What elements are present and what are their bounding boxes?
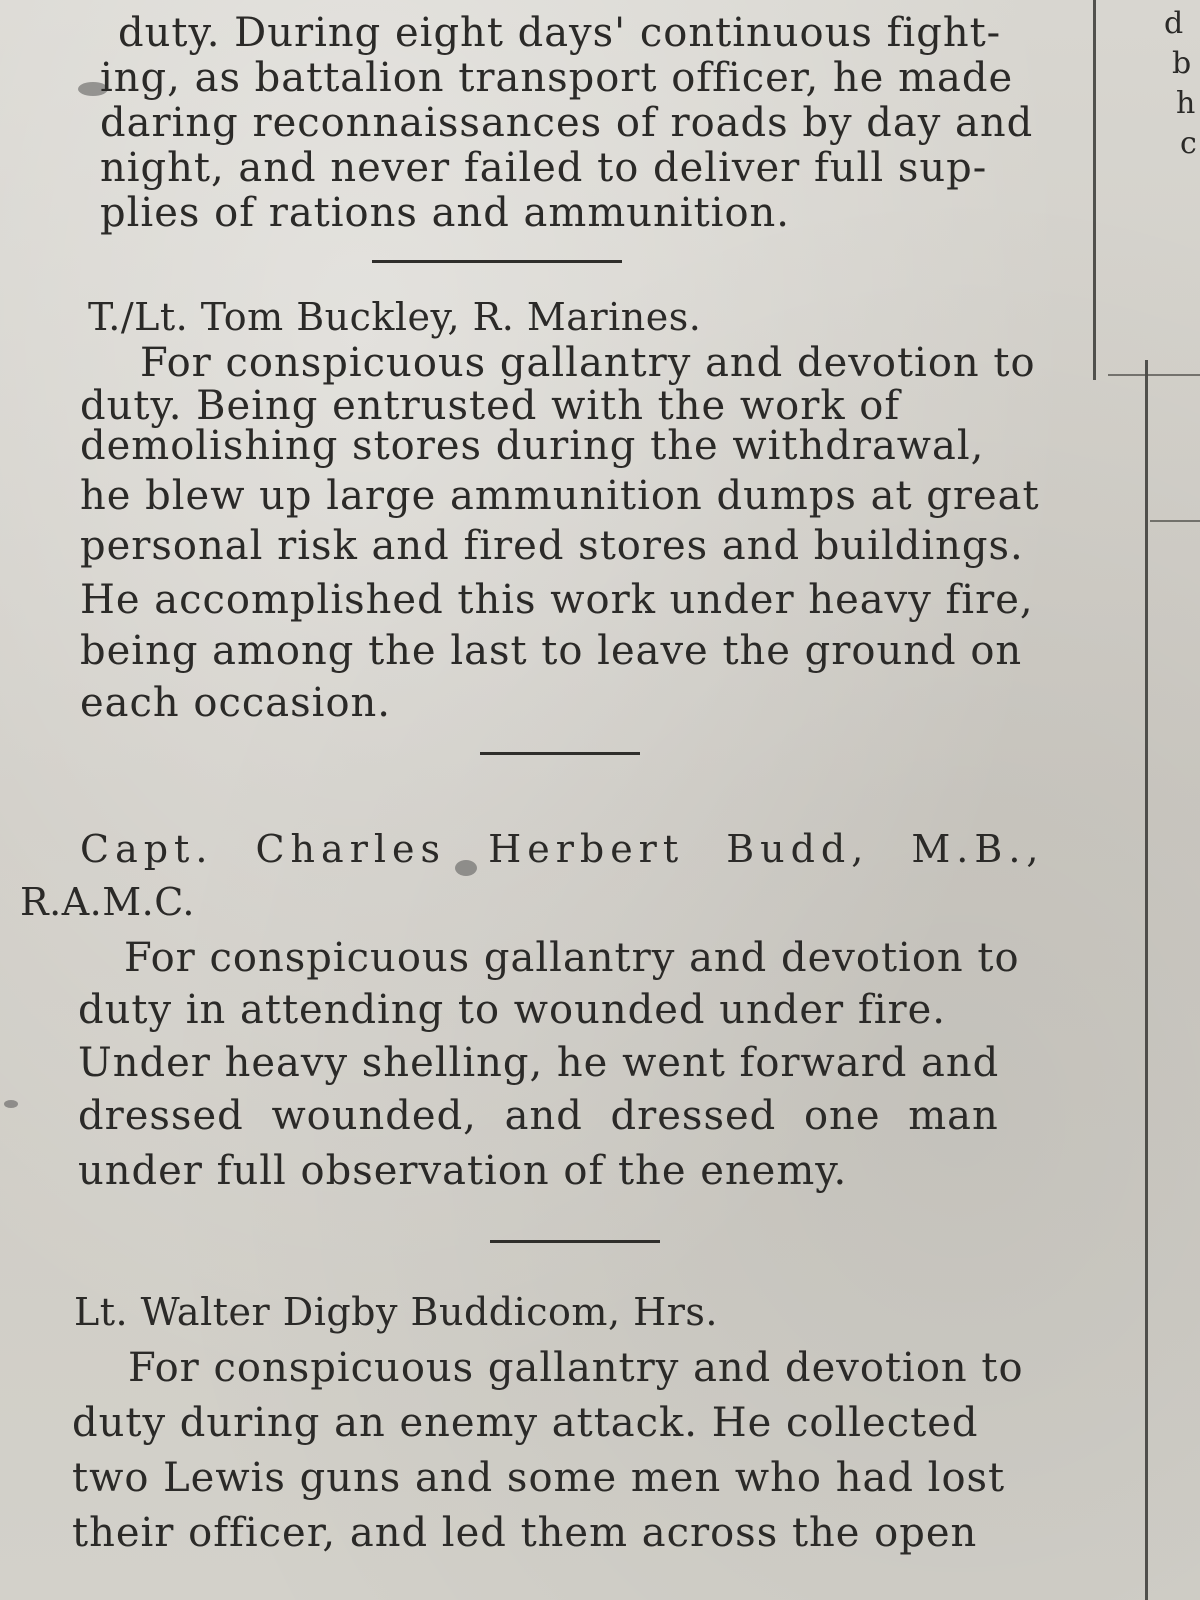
- citation-name: R.A.M.C.: [20, 880, 195, 924]
- citation-name: Capt. Charles Herbert Budd, M.B.,: [80, 827, 1045, 871]
- section-separator: [490, 1240, 660, 1243]
- citation-line: dressed wounded, and dressed one man: [78, 1093, 999, 1139]
- citation-name: Lt. Walter Digby Buddicom, Hrs.: [74, 1290, 718, 1334]
- adjacent-letter: h: [1176, 86, 1196, 121]
- section-separator: [480, 752, 640, 755]
- column-rule: [1145, 360, 1148, 1600]
- text-line: daring reconnaissances of roads by day and: [100, 100, 1034, 146]
- citation-line: demolishing stores during the withdrawal,: [80, 423, 985, 469]
- citation-line: he blew up large ammunition dumps at great: [80, 473, 1040, 519]
- citation-line: being among the last to leave the ground on: [80, 628, 1023, 674]
- citation-line: duty. Being entrusted with the work of: [80, 383, 901, 429]
- citation-line: under full observation of the enemy.: [78, 1148, 848, 1194]
- column-divider-line: [1108, 374, 1200, 376]
- text-line: plies of rations and ammunition.: [100, 190, 791, 236]
- citation-line: For conspicuous gallantry and devotion to: [128, 1345, 1024, 1391]
- adjacent-letter: d: [1164, 6, 1184, 41]
- citation-line: duty during an enemy attack. He collected: [72, 1400, 979, 1446]
- column-divider-line: [1150, 520, 1200, 522]
- ink-smudge: [4, 1100, 18, 1108]
- citation-name: T./Lt. Tom Buckley, R. Marines.: [88, 295, 702, 339]
- adjacent-letter: b: [1172, 46, 1192, 81]
- text-line: ing, as battalion transport officer, he made: [100, 55, 1014, 101]
- citation-line: their officer, and led them across the open: [72, 1510, 978, 1556]
- citation-line: two Lewis guns and some men who had lost: [72, 1455, 1006, 1501]
- citation-line: For conspicuous gallantry and devotion to: [124, 935, 1020, 981]
- citation-line: duty in attending to wounded under fire.: [78, 987, 946, 1033]
- adjacent-column-fragment: [1150, 0, 1200, 200]
- citation-line: personal risk and fired stores and buildings.: [80, 523, 1024, 569]
- column-rule: [1093, 0, 1096, 380]
- citation-line: For conspicuous gallantry and devotion to: [140, 340, 1036, 386]
- text-line: night, and never failed to deliver full sup-: [100, 145, 988, 191]
- text-line: duty. During eight days' continuous fight-: [118, 10, 1002, 56]
- section-separator: [372, 260, 622, 263]
- citation-line: Under heavy shelling, he went forward and: [78, 1040, 1000, 1086]
- citation-line: He accomplished this work under heavy fire,: [80, 577, 1034, 623]
- adjacent-letter: c: [1180, 126, 1197, 161]
- citation-line: each occasion.: [80, 680, 392, 726]
